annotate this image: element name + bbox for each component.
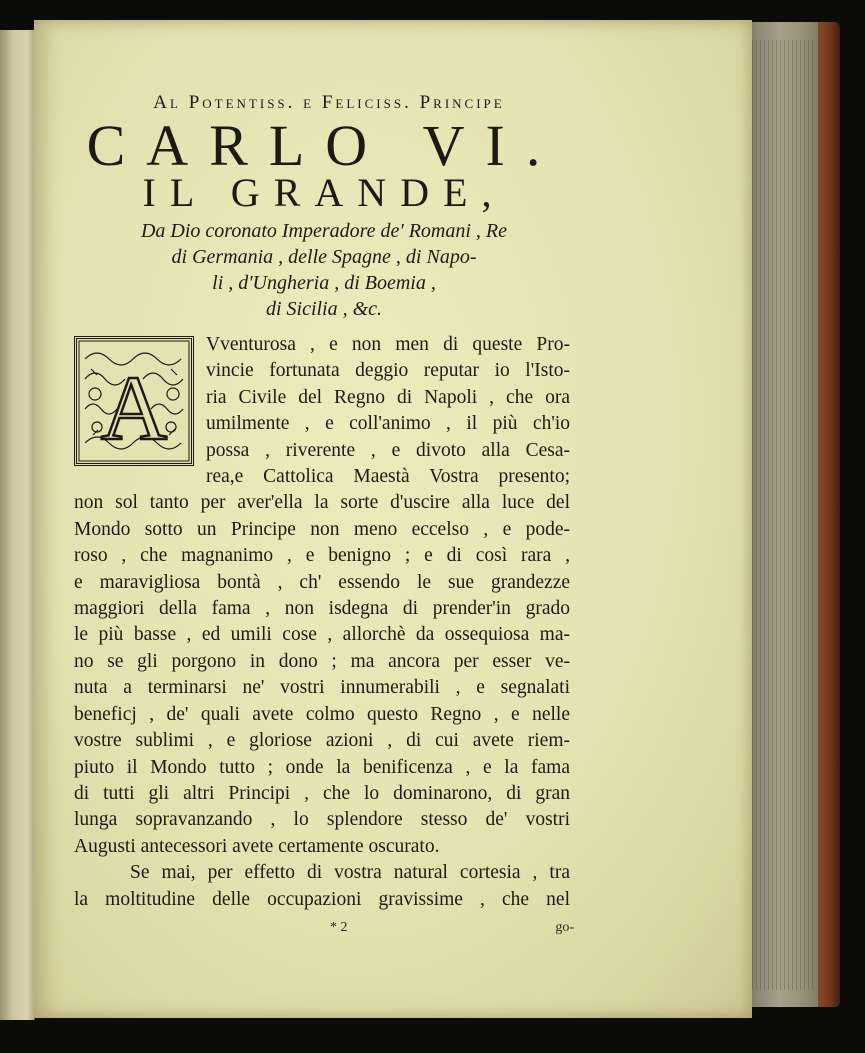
catchword: go- <box>555 920 574 935</box>
page-edge-texture <box>744 40 814 990</box>
decorated-initial <box>74 336 194 466</box>
text-line: non sol tanto per aver'ella la sorte d'uscire alla luce del <box>74 492 570 514</box>
left-page-edge <box>0 30 35 1020</box>
text-line: nuta a terminarsi ne' vostri innumerabili , e segnalati <box>74 677 570 699</box>
text-line: possa , riverente , e divoto alla Cesa- <box>206 439 570 461</box>
text-line: roso , che magnanimo , e benigno ; e di così rara , <box>74 545 570 567</box>
text-line: Vventurosa , e non men di queste Pro- <box>206 334 570 355</box>
text-line: vincie fortunata deggio reputar io l'Isto- <box>206 360 570 382</box>
emperor-epithet: IL GRANDE, <box>142 170 506 215</box>
text-line: di tutti gli altri Principi , che lo dominarono, di gran <box>74 782 570 804</box>
text-line: lunga sopravanzando , lo splendore stesso de' vostri <box>74 809 570 831</box>
text-line: rea,e Cattolica Maestà Vostra presento; <box>206 466 570 488</box>
text-line: vostre sublimi , e gloriose azioni , di cui avete riem- <box>74 730 570 752</box>
book-page <box>34 20 752 1018</box>
text-line: la moltitudine delle occupazioni gravissime , che nel <box>74 888 570 910</box>
page-content <box>74 92 574 913</box>
text-line: e maravigliosa bontà , ch' essendo le sue grandezze <box>74 571 570 593</box>
text-line: umilmente , e coll'animo , il più ch'io <box>206 413 570 435</box>
text-line: beneficj , de' quali avete colmo questo Regno , e nelle <box>74 703 570 725</box>
dedication-body <box>74 332 574 913</box>
title-line: Da Dio coronato Imperadore de' Romani , Re <box>140 220 508 242</box>
title-line: di Germania , delle Spagne , di Napo- <box>171 246 477 268</box>
text-line: Mondo sotto un Principe non meno eccelso , e pode- <box>74 518 570 540</box>
title-line: li , d'Ungheria , di Boemia , <box>212 272 436 294</box>
text-line: piuto il Mondo tutto ; onde la benificenza , e la fama <box>74 756 570 778</box>
text-line: no se gli porgono in dono ; ma ancora per esser ve- <box>74 650 570 672</box>
signature-mark: * 2 <box>330 920 348 935</box>
emperor-titles <box>74 218 574 322</box>
emperor-name: CARLO VI. <box>86 113 562 178</box>
ornament-icon <box>77 339 191 463</box>
text-line: ria Civile del Regno di Napoli , che ora <box>206 386 570 408</box>
title-line: di Sicilia , &c. <box>265 298 383 320</box>
text-line: le più basse , ed umili cose , allorchè da ossequiosa ma- <box>74 624 570 646</box>
text-line: maggiori della fama , non isdegna di prender'in grado <box>74 598 570 620</box>
text-line: Se mai, per effetto di vostra natural cortesia , tra <box>130 862 570 884</box>
text-line: Augusti antecessori avete certamente oscurato. <box>74 835 440 857</box>
dedication-line: Al Potentiss. e Feliciss. Principe <box>153 92 505 113</box>
initial-letter: A <box>100 357 168 459</box>
